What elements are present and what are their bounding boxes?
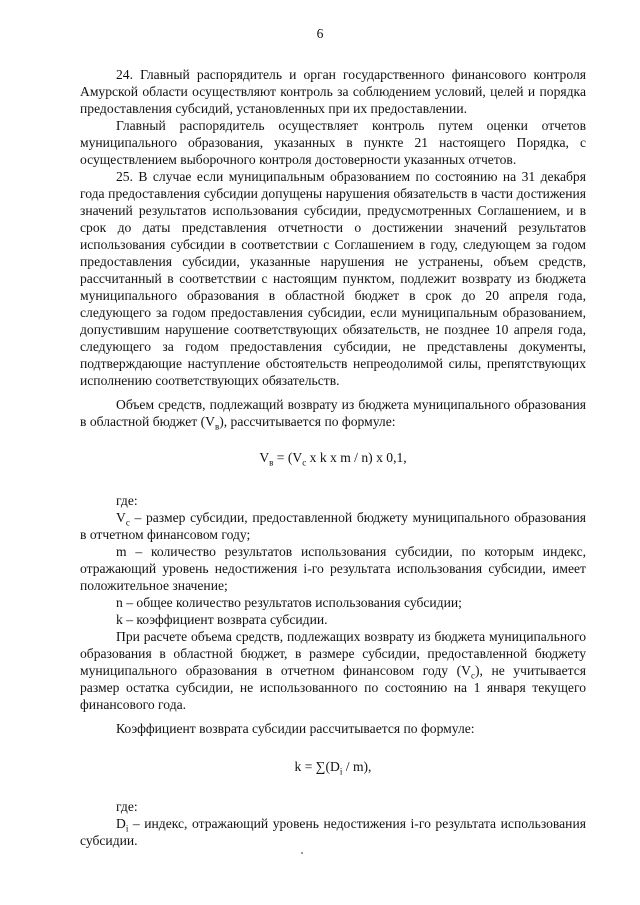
def-d-text: – индекс, отражающий уровень недостижения i-го результата использования субсидии. [80, 816, 586, 848]
volume-paragraph [80, 396, 586, 430]
sum-sign: ∑ [315, 759, 326, 774]
document-body [80, 66, 586, 849]
volume-text-a: Объем средств, подлежащий возврату из бюджета муниципального образования в областной бюджет (V [80, 397, 586, 429]
calc-text-a: При расчете объема средств, подлежащих возврату из бюджета муниципального образования в областной бюджет, в размере субсидии, предоставленной бюджету муниципального образования в отчетном финансовом году (V [80, 629, 586, 678]
formula2-close: / m), [342, 759, 372, 774]
formula1-rest: x k x m / n) x 0,1, [306, 450, 407, 465]
paragraph-24-control: Главный распорядитель осуществляет контроль путем оценки отчетов муниципального образования, указанных в пункте 21 настоящего Порядка, с осуществлением выборочного контроля достоверности указанных отчетов. [80, 118, 586, 167]
def-d-sub: i [125, 823, 129, 834]
where-label-1: где: [116, 493, 138, 508]
where-label-2: где: [116, 799, 138, 814]
definition-d [80, 815, 586, 849]
formula1-v-sub: в [269, 457, 274, 468]
definition-k: k – коэффициент возврата субсидии. [116, 612, 328, 627]
def-vc-symbol: V [116, 510, 126, 525]
definition-m: m – количество результатов использования субсидии, по которым индекс, отражающий уровень недостижения i-го результата использования субсидии, имеет положительное значение; [80, 544, 586, 593]
volume-subscript: в [214, 421, 220, 432]
scan-speck [301, 852, 303, 854]
formula1-vc-sub: c [302, 457, 307, 468]
formula2-sub: i [339, 766, 343, 777]
calc-text-b: ), не учитывается размер остатка субсидии, не использованного по состоянию на 1 января текущего финансового года. [80, 663, 586, 712]
def-d-symbol: D [116, 816, 126, 831]
formula-coefficient [80, 758, 586, 775]
formula-volume [80, 449, 586, 466]
page-number: 6 [316, 26, 324, 41]
calculation-paragraph [80, 628, 586, 713]
def-vc-sub: c [125, 517, 130, 528]
coefficient-intro: Коэффициент возврата субсидии рассчитывается по формуле: [116, 721, 475, 736]
definition-vc [80, 509, 586, 543]
formula2-lhs: k = [294, 759, 316, 774]
formula1-v: V [259, 450, 270, 465]
formula1-eq: = (V [273, 450, 303, 465]
paragraph-24: 24. Главный распорядитель и орган государственного финансового контроля Амурской области осуществляют контроль за соблюдением условий, целей и порядка предоставления субсидий, установленных при их предоставлении. [80, 67, 586, 116]
def-vc-text: – размер субсидии, предоставленной бюджету муниципального образования в отчетном финансовом году; [80, 510, 586, 542]
volume-text-b: ), рассчитывается по формуле: [219, 414, 396, 429]
definition-n: n – общее количество результатов использования субсидии; [116, 595, 462, 610]
calc-subscript: c [470, 670, 475, 681]
paragraph-25: 25. В случае если муниципальным образованием по состоянию на 31 декабря года предоставления субсидии допущены нарушения обязательств в части достижения значений результатов использования субсидии, предусмотренных Соглашением, и в срок до даты представления отчетности о достижении значений результатов использования субсидии в соответствии с Соглашением в году, следующем за годом предоставления субсидии, указанные нарушения не устранены, объем средств, рассчитанный в соответствии с настоящим пунктом, подлежит возврату из бюджета муниципального образования в областной бюджет в срок до 20 апреля года, следующего за годом предоставления субсидии, если муниципальным образованием, допустившим нарушение соответствующих обязательств, не позднее 10 апреля года, следующего за годом предоставления субсидии, не представлены документы, подтверждающие наступление обстоятельств непреодолимой силы, препятствующих исполнению соответствующих обязательств. [80, 169, 586, 388]
formula2-open: (D [325, 759, 340, 774]
